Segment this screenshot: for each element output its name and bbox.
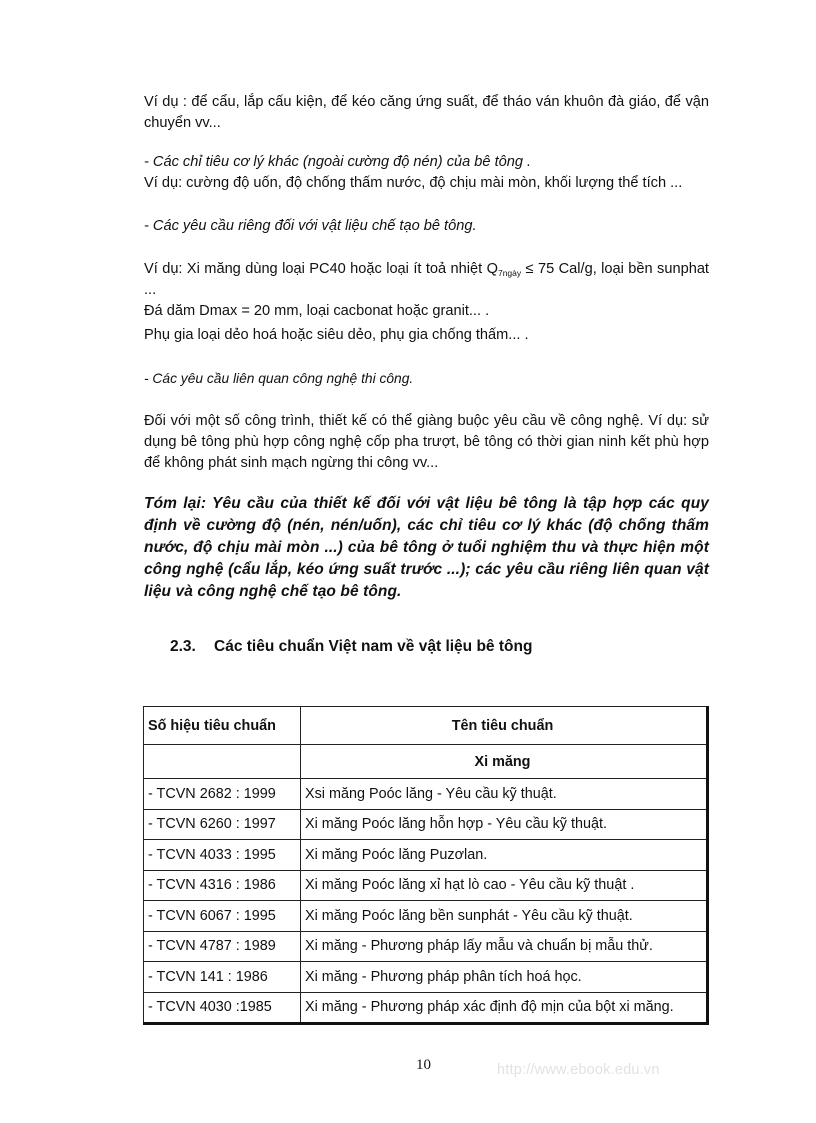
example-paragraph-handling: Ví dụ : để cẩu, lắp cấu kiện, để kéo căng ứng suất, để tháo ván khuôn đà giáo, để vận chuyển vv... [144,94,709,131]
table-row [144,962,708,993]
table-row [144,901,708,932]
standard-code: - TCVN 6260 : 1997 [144,809,301,840]
example-paragraph-aggregate: Đá dăm Dmax = 20 mm, loại cacbonat hoặc granit... . [144,303,490,319]
standard-name: Xi măng - Phương pháp lấy mẫu và chuẩn bị mẫu thử. [301,931,708,962]
table-row [144,870,708,901]
standard-code: - TCVN 2682 : 1999 [144,779,301,810]
section-heading [170,636,532,658]
cement-text-end: ≤ 75 Cal/g, loại bền sunphat ... [144,261,709,298]
page-number: 10 [416,1057,431,1073]
standard-code: - TCVN 4030 :1985 [144,992,301,1024]
cement-text-start: Ví dụ: Xi măng dùng loại PC40 hoặc loại ít toả nhiệt Q [144,261,498,277]
standard-code: - TCVN 4787 : 1989 [144,931,301,962]
table-row [144,779,708,810]
example-paragraph-admixture: Phụ gia loại dẻo hoá hoặc siêu dẻo, phụ gia chống thấm... . [144,327,529,343]
technology-paragraph: Đối với một số công trình, thiết kế có thể giàng buộc yêu cầu về công nghệ. Ví dụ: sử dụng bê tông phù hợp công nghệ cốp pha trượt, bê tông có thời gian ninh kết phù hợp để không phát sinh mạch ngừng thi công vv... [144,413,709,471]
table-header-row [144,707,708,745]
standard-code: - TCVN 4033 : 1995 [144,840,301,871]
standard-name: Xi măng - Phương pháp xác định độ mịn của bột xi măng. [301,992,708,1024]
table-row [144,931,708,962]
header-standard-code: Số hiệu tiêu chuẩn [144,707,301,745]
standard-name: Xi măng Poóc lăng bền sunphát - Yêu cầu kỹ thuật. [301,901,708,932]
table-group-row [144,745,708,779]
standard-code: - TCVN 141 : 1986 [144,962,301,993]
table-row [144,809,708,840]
subheading-special-requirements: - Các yêu cầu riêng đối với vật liệu chế tạo bê tông. [144,218,477,234]
subheading-construction-technology: - Các yêu cầu liên quan công nghệ thi công. [144,371,414,386]
table-row [144,840,708,871]
standards-table [143,706,709,1025]
header-standard-name: Tên tiêu chuẩn [301,707,708,745]
group-label-cement: Xi măng [301,745,708,779]
section-title: Các tiêu chuẩn Việt nam về vật liệu bê tông [214,638,533,655]
example-paragraph-cement [144,259,709,301]
standard-code: - TCVN 6067 : 1995 [144,901,301,932]
standard-name: Xi măng Poóc lăng Puzơlan. [301,840,708,871]
section-number: 2.3. [170,638,196,655]
subheading-other-properties: - Các chỉ tiêu cơ lý khác (ngoài cường độ nén) của bê tông . [144,154,532,170]
table-row [144,992,708,1024]
standard-name: Xsi măng Poóc lăng - Yêu cầu kỹ thuật. [301,779,708,810]
watermark-url: http://www.ebook.edu.vn [497,1062,660,1078]
standard-name: Xi măng Poóc lăng xỉ hạt lò cao - Yêu cầu kỹ thuật . [301,870,708,901]
standard-code: - TCVN 4316 : 1986 [144,870,301,901]
document-body [144,92,709,603]
summary-paragraph: Tóm lại: Yêu cầu của thiết kế đối với vật liệu bê tông là tập hợp các quy định về cường độ (nén, nén/uốn), các chỉ tiêu cơ lý khác (độ chống thấm nước, độ chịu mài mòn ...) của bê tông ở tuổi nghiệm thu và thực hiện một công nghệ (cẩu lắp, kéo ứng suất trước ...); các yêu cầu riêng liên quan vật liệu và công nghệ chế tạo bê tông. [144,495,709,600]
example-paragraph-properties: Ví dụ: cường độ uốn, độ chống thấm nước, độ chịu mài mòn, khối lượng thể tích ... [144,175,683,191]
standard-name: Xi măng Poóc lăng hỗn hợp - Yêu cầu kỹ thuật. [301,809,708,840]
standard-name: Xi măng - Phương pháp phân tích hoá học. [301,962,708,993]
heat-subscript: 7ngày [497,268,522,278]
